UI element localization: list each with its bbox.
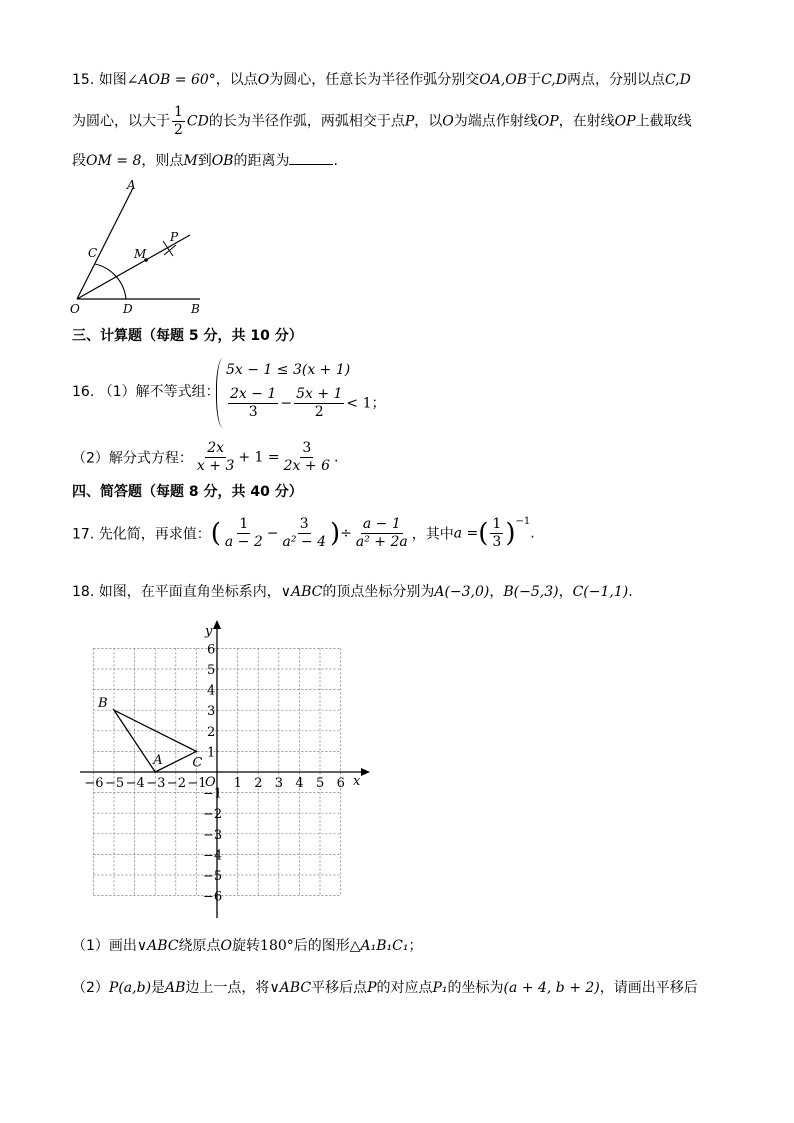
q17-expression: 17. 先化简，再求值：( $\frac{1}{a - 2}$ − $\frac{3}{\text{a² − 4}}$ )÷ $\frac{a - 1}{\text{a² + 2a}}$ ，其中a =( $\frac{1}{3}$ )$^{-1}$. [72, 516, 535, 550]
x-tick-label: 2 [254, 776, 263, 791]
y-tick-label: −6 [203, 889, 223, 905]
y-tick-label: −3 [203, 827, 223, 843]
y-tick-label: 3 [207, 704, 216, 720]
x-tick-label: 4 [295, 776, 304, 791]
ray-op [77, 235, 190, 299]
x-tick-label: −3 [146, 776, 166, 791]
x-tick-label: 6 [336, 776, 345, 791]
y-tick-label: 4 [207, 683, 216, 699]
label-a: A [127, 178, 136, 192]
x-tick-label: 1 [233, 776, 242, 791]
q18-line1: 18. 如图，在平面直角坐标系内，∨ABC的顶点坐标分别为A(−3,0)，B(−5,3)，C(−1,1). [72, 584, 633, 600]
inequality-1: 5x − 1 ≤ 3(x + 1) [226, 362, 351, 378]
y-tick-label: 6 [207, 642, 216, 658]
y-axis-label: y [205, 624, 213, 639]
label-c: C [88, 246, 98, 260]
q15-line3: 段OM = 8，则点M到OB的距离为 . [72, 150, 338, 171]
q16-part1-label: 16. （1）解不等式组： [72, 384, 220, 400]
y-tick-label: 5 [207, 663, 216, 678]
arc-cd [95, 264, 126, 299]
x-tick-label: 3 [274, 776, 284, 791]
x-axis-arrow [361, 768, 370, 776]
x-tick-label: −5 [105, 776, 125, 791]
system-brace [216, 358, 223, 428]
x-tick-label: −4 [125, 776, 145, 791]
label-m: M [134, 247, 147, 261]
label-o: O [70, 302, 80, 316]
ray-oa [77, 188, 133, 299]
q15-line2: 为圆心，以大于 $\frac{1}{2}$ CD的长为半径作弧，两弧相交于点P，以O为端点作射线OP，在射线OP上截取线 [72, 104, 692, 138]
tick-labels [84, 642, 344, 904]
coordinate-grid [80, 618, 380, 923]
inequality-2: $\frac{2x - 1}{3}$ − $\frac{5x + 1}{2}$ < 1； [230, 386, 386, 420]
vertex-b-label: B [98, 696, 108, 712]
y-tick-label: 2 [207, 724, 216, 740]
y-tick-label: −4 [203, 848, 223, 864]
q18-part2: （2）P(a,b)是AB边上一点，将∨ABC平移后点P的对应点P₁的坐标为(a + 4, b + 2)，请画出平移后 [72, 980, 698, 996]
label-p: P [170, 230, 179, 244]
x-axis-label: x [353, 774, 361, 789]
origin-label: O [205, 775, 216, 790]
x-tick-label: −2 [166, 776, 186, 791]
y-tick-label: −2 [203, 807, 223, 823]
x-tick-label: −1 [187, 776, 207, 791]
q18-part1: （1）画出∨ABC绕原点O旋转180°后的图形△A₁B₁C₁； [72, 938, 423, 954]
q16-part2: （2）解分式方程： $\frac{2x}{x + 3}$ + 1 = $\frac{3}{2x + 6}$ . [72, 440, 339, 474]
x-tick-label: 5 [316, 776, 325, 791]
vertex-a-label: A [153, 753, 163, 768]
section-3-heading: 三、计算题（每题 5 分，共 10 分） [72, 328, 303, 344]
x-tick-label: −6 [84, 776, 104, 791]
fraction-half: $\frac{1}{2}$ [174, 104, 183, 138]
angle-figure [60, 175, 220, 320]
y-axis-arrow [213, 620, 221, 629]
section-4-heading: 四、简答题（每题 8 分，共 40 分） [72, 484, 303, 500]
vertex-c-label: C [192, 755, 203, 771]
y-tick-label: −1 [203, 786, 223, 802]
label-b: B [191, 302, 200, 316]
y-tick-label: 1 [207, 745, 216, 761]
label-d: D [123, 302, 133, 316]
answer-blank[interactable] [289, 150, 333, 165]
y-tick-label: −5 [203, 869, 223, 884]
q15-line1: 15. 如图∠AOB = 60°，以点O为圆心，任意长为半径作弧分别交OA,OB于C,D两点，分别以点C,D [72, 72, 691, 88]
